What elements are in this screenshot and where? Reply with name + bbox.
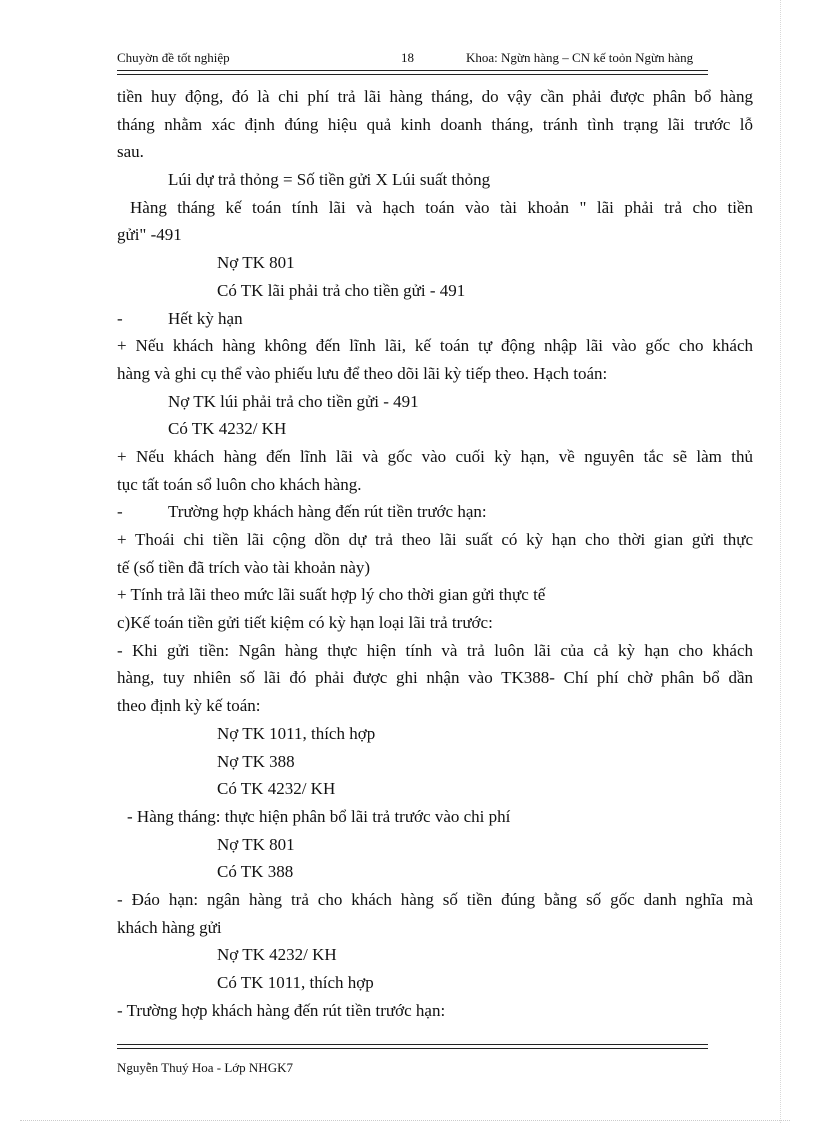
body-text <box>117 83 753 1024</box>
text-line: tục tất toán sổ luôn cho khách hàng. <box>117 474 362 494</box>
text-line: tế (số tiền đã trích vào tài khoản này) <box>117 557 371 577</box>
text-line: - Khi gửi tiền: Ngân hàng thực hiện tính và trả luôn lãi của cả kỳ hạn cho khách <box>117 640 753 660</box>
header-double-rule <box>117 70 708 75</box>
header-department: Khoa: Ngừn hàng – CN kế toỏn Ngừn hàng <box>466 50 694 65</box>
entry-line: Có TK 4232/ KH <box>168 419 287 439</box>
text-line: hàng và ghi cụ thể vào phiếu lưu để theo dõi lãi kỳ tiếp theo. Hạch toán: <box>117 363 608 383</box>
entry-line: Nợ TK 4232/ KH <box>217 945 337 965</box>
text-line: gửi" -491 <box>117 225 182 245</box>
text-line: - Đáo hạn: ngân hàng trả cho khách hàng số tiền đúng bằng số gốc danh nghĩa mà <box>117 889 753 909</box>
entry-line: Nợ TK 1011, thích hợp <box>217 723 376 743</box>
text-line: tiền huy động, đó là chi phí trả lãi hàng tháng, do vậy cần phải được phân bổ hàng <box>117 87 753 106</box>
text-line: hàng, tuy nhiên số lãi đó phải được ghi nhận vào TK388- Chí phí chờ phân bổ dần <box>117 668 753 688</box>
section-heading: c)Kế toán tiền gửi tiết kiệm có kỳ hạn loại lãi trả trước: <box>117 613 493 633</box>
text-line: sau. <box>117 142 144 162</box>
header-title: Chuyờn đề tốt nghiệp <box>117 50 230 65</box>
text-line: theo định kỳ kế toán: <box>117 696 261 716</box>
entry-line: Có TK 1011, thích hợp <box>217 973 374 992</box>
bullet-dash: - <box>117 502 123 522</box>
footer-author: Nguyễn Thuý Hoa - Lớp NHGK7 <box>117 1060 293 1075</box>
text-line: khách hàng gửi <box>117 917 222 937</box>
bullet-dash: - <box>117 308 123 328</box>
footer-double-rule <box>117 1044 708 1049</box>
page-number: 18 <box>401 50 414 65</box>
entry-line: Có TK 4232/ KH <box>217 779 336 799</box>
entry-line: Nợ TK lúi phải trả cho tiền gửi - 491 <box>168 391 419 411</box>
bullet-line <box>117 498 753 526</box>
entry-line: Có TK lãi phải trả cho tiền gửi - 491 <box>217 280 466 300</box>
text-line: - Trường hợp khách hàng đến rút tiền trước hạn: <box>117 1000 446 1020</box>
text-line: - Hàng tháng: thực hiện phân bổ lãi trả trước vào chi phí <box>127 806 511 826</box>
text-line: tháng nhằm xác định đúng hiệu quả kinh doanh tháng, tránh tình trạng lãi trước lỗ <box>117 114 753 134</box>
text-line: + Thoái chi tiền lãi cộng dồn dự trả theo lãi suất có kỳ hạn cho thời gian gửi thực <box>117 530 753 549</box>
text-line: + Nếu khách hàng đến lĩnh lãi và gốc vào cuối kỳ hạn, về nguyên tắc sẽ làm thủ <box>117 446 753 466</box>
entry-line: Có TK 388 <box>217 862 294 882</box>
bullet-text: Hết kỳ hạn <box>168 308 243 328</box>
entry-line: Nợ TK 801 <box>217 253 295 273</box>
page-edge-divider <box>20 1120 790 1121</box>
text-line: Hàng tháng kế toán tính lãi và hạch toán vào tài khoản " lãi phải trả cho tiền <box>130 197 753 217</box>
bullet-line <box>117 305 753 333</box>
page-margin-divider <box>780 0 781 1123</box>
formula-line: Lúi dự trả thỏng = Số tiền gửi X Lúi suất thỏng <box>168 170 491 190</box>
entry-line: Nợ TK 388 <box>217 751 295 771</box>
text-line: + Tính trả lãi theo mức lãi suất hợp lý cho thời gian gửi thực tế <box>117 585 546 605</box>
entry-line: Nợ TK 801 <box>217 834 295 854</box>
text-line: + Nếu khách hàng không đến lĩnh lãi, kế toán tự động nhập lãi vào gốc cho khách <box>117 336 753 356</box>
bullet-text: Trường hợp khách hàng đến rút tiền trước hạn: <box>168 502 487 522</box>
